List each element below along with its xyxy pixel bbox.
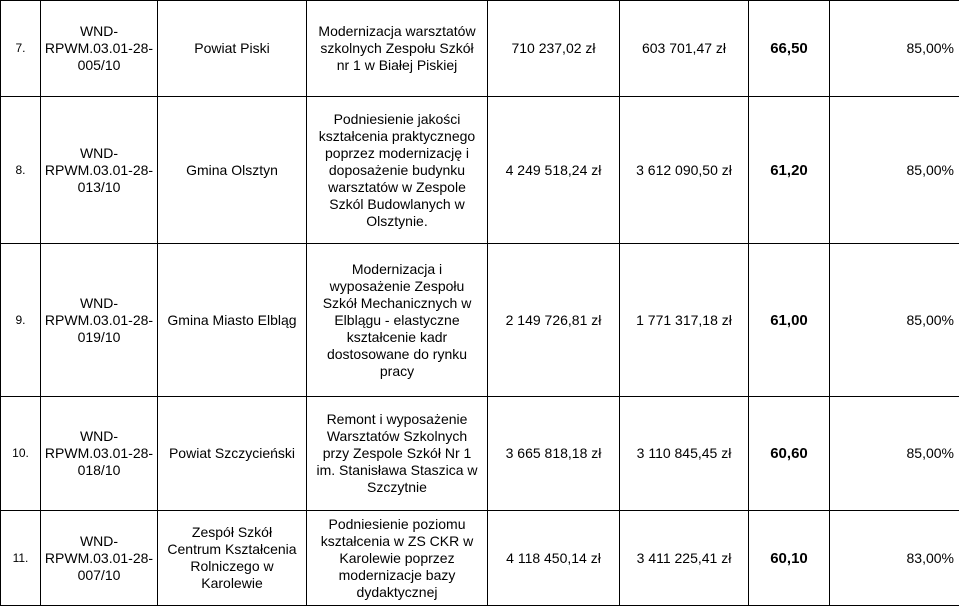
project-title-line: przy Zespole Szkół Nr 1 bbox=[309, 445, 485, 462]
applicant-name-line: Gmina Miasto Elbląg bbox=[160, 312, 304, 329]
application-code-line: 019/10 bbox=[43, 329, 155, 346]
applicant-name-line: Rolniczego w bbox=[160, 558, 304, 575]
application-code bbox=[41, 397, 158, 511]
applicant-name-line: Zespół Szkół bbox=[160, 524, 304, 541]
project-title-line: nr 1 w Białej Piskiej bbox=[309, 57, 485, 74]
applicant-name bbox=[158, 244, 307, 397]
table-row bbox=[1, 1, 959, 97]
funding-amount: 603 701,47 zł bbox=[620, 1, 749, 97]
application-code-line: RPWM.03.01-28- bbox=[43, 445, 155, 462]
project-title-line: szkolnych Zespołu Szkół bbox=[309, 40, 485, 57]
funding-amount: 3 411 225,41 zł bbox=[620, 511, 749, 606]
funding-amount: 1 771 317,18 zł bbox=[620, 244, 749, 397]
row-number: 11. bbox=[1, 511, 41, 606]
row-number: 9. bbox=[1, 244, 41, 397]
funding-percent: 85,00% bbox=[830, 244, 959, 397]
application-code bbox=[41, 244, 158, 397]
applicant-name-line: Centrum Kształcenia bbox=[160, 541, 304, 558]
points-score: 66,50 bbox=[749, 1, 830, 97]
application-code bbox=[41, 511, 158, 606]
project-title-line: Szczytnie bbox=[309, 479, 485, 496]
project-title-line: pracy bbox=[309, 363, 485, 380]
total-cost: 710 237,02 zł bbox=[488, 1, 620, 97]
application-code-line: WND- bbox=[43, 145, 155, 162]
table-row bbox=[1, 97, 959, 244]
table-row bbox=[1, 397, 959, 511]
table-row bbox=[1, 244, 959, 397]
project-title-line: doposażenie budynku bbox=[309, 162, 485, 179]
project-title-line: Warsztatów Szkolnych bbox=[309, 428, 485, 445]
application-code-line: RPWM.03.01-28- bbox=[43, 550, 155, 567]
total-cost: 4 249 518,24 zł bbox=[488, 97, 620, 244]
funding-amount: 3 612 090,50 zł bbox=[620, 97, 749, 244]
applicant-name bbox=[158, 397, 307, 511]
project-title-line: dydaktycznej bbox=[309, 584, 485, 601]
funding-percent: 85,00% bbox=[830, 97, 959, 244]
table-row bbox=[1, 511, 959, 606]
applicant-name bbox=[158, 511, 307, 606]
project-title bbox=[307, 244, 488, 397]
row-number: 10. bbox=[1, 397, 41, 511]
application-code-line: 013/10 bbox=[43, 179, 155, 196]
table-body bbox=[1, 1, 959, 606]
project-title-line: dostosowane do rynku bbox=[309, 346, 485, 363]
project-title-line: Elblągu - elastyczne bbox=[309, 312, 485, 329]
row-number: 7. bbox=[1, 1, 41, 97]
points-score: 60,10 bbox=[749, 511, 830, 606]
project-title-line: Modernizacja warsztatów bbox=[309, 23, 485, 40]
application-code-line: RPWM.03.01-28- bbox=[43, 40, 155, 57]
project-title-line: Szkól Budowlanych w bbox=[309, 196, 485, 213]
application-code bbox=[41, 97, 158, 244]
points-score: 60,60 bbox=[749, 397, 830, 511]
project-title-line: Olsztynie. bbox=[309, 213, 485, 230]
project-title bbox=[307, 397, 488, 511]
application-code-line: 007/10 bbox=[43, 567, 155, 584]
project-title-line: modernizacje bazy bbox=[309, 567, 485, 584]
application-code-line: WND- bbox=[43, 533, 155, 550]
project-title-line: kształcenie kadr bbox=[309, 329, 485, 346]
application-code-line: RPWM.03.01-28- bbox=[43, 162, 155, 179]
applicant-name bbox=[158, 1, 307, 97]
project-title-line: Podniesienie poziomu bbox=[309, 516, 485, 533]
points-score: 61,20 bbox=[749, 97, 830, 244]
applicant-name bbox=[158, 97, 307, 244]
application-code-line: RPWM.03.01-28- bbox=[43, 312, 155, 329]
project-title-line: warsztatów w Zespole bbox=[309, 179, 485, 196]
application-code-line: WND- bbox=[43, 295, 155, 312]
total-cost: 2 149 726,81 zł bbox=[488, 244, 620, 397]
application-code-line: 005/10 bbox=[43, 57, 155, 74]
applicant-name-line: Powiat Szczycieński bbox=[160, 445, 304, 462]
funding-percent: 83,00% bbox=[830, 511, 959, 606]
project-title-line: Remont i wyposażenie bbox=[309, 411, 485, 428]
project-title-line: kształcenia praktycznego bbox=[309, 128, 485, 145]
application-code-line: WND- bbox=[43, 428, 155, 445]
application-code bbox=[41, 1, 158, 97]
applicant-name-line: Karolewie bbox=[160, 575, 304, 592]
row-number: 8. bbox=[1, 97, 41, 244]
project-title-line: poprzez modernizację i bbox=[309, 145, 485, 162]
applicant-name-line: Gmina Olsztyn bbox=[160, 162, 304, 179]
project-title-line: Modernizacja i bbox=[309, 261, 485, 278]
project-title-line: wyposażenie Zespołu bbox=[309, 278, 485, 295]
project-title-line: Podniesienie jakości bbox=[309, 111, 485, 128]
points-score: 61,00 bbox=[749, 244, 830, 397]
funding-percent: 85,00% bbox=[830, 1, 959, 97]
project-title-line: Szkół Mechanicznych w bbox=[309, 295, 485, 312]
funding-percent: 85,00% bbox=[830, 397, 959, 511]
application-code-line: 018/10 bbox=[43, 462, 155, 479]
project-title bbox=[307, 1, 488, 97]
application-code-line: WND- bbox=[43, 23, 155, 40]
total-cost: 3 665 818,18 zł bbox=[488, 397, 620, 511]
total-cost: 4 118 450,14 zł bbox=[488, 511, 620, 606]
project-title-line: Karolewie poprzez bbox=[309, 550, 485, 567]
project-title-line: im. Stanisława Staszica w bbox=[309, 462, 485, 479]
applicant-name-line: Powiat Piski bbox=[160, 40, 304, 57]
project-title-line: kształcenia w ZS CKR w bbox=[309, 533, 485, 550]
funding-amount: 3 110 845,45 zł bbox=[620, 397, 749, 511]
project-title bbox=[307, 97, 488, 244]
project-title bbox=[307, 511, 488, 606]
